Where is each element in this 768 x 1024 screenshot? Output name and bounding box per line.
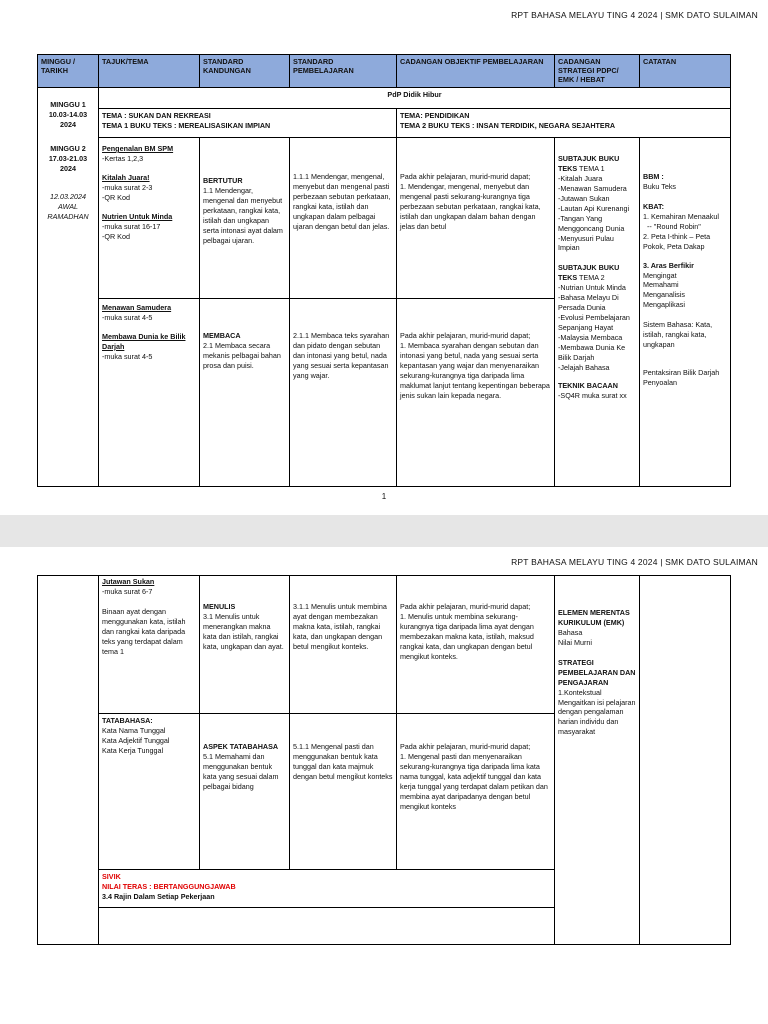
r1-obj-2: 1. Mendengar, mengenal, menyebut dan mengenal pasti sekurang-kurangnya tiga perbezaan sebutan perkataan, rangkai kata, istilah dan ungkapan dalam bahan dengan jelas dan betul [400,181,541,231]
p2-r2-tajuk-item: Kata Adjektif Tunggal [102,735,170,745]
p2-r2-sk [199,713,290,870]
strategi-sub1-item: -Lautan Api Kurenangi [558,203,630,213]
p2-r2-sk-title: ASPEK TATABAHASA [203,742,279,751]
p2-strat-text: 1.Kontekstual Mengaitkan isi pelajaran dengan pengalaman harian individu dan masyarakat [558,687,636,737]
strategi-sub2-suffix: TEMA 2 [577,273,605,283]
page-number: 1 [381,492,387,501]
p2-r1-sp-text: 3.1.1 Menulis untuk membina ayat dengan membezakan makna kata, istilah, rangkai kata, dan ungkapan dengan betul mengikut konteks. [293,602,387,651]
r1-objektif [396,137,555,299]
r1-sk-title: BERTUTUR [203,176,243,185]
p2-r2-sk-text: 5.1 Memahami dan menggunakan bentuk kata yang sesuai dalam pelbagai bidang [203,751,279,791]
r2-tajuk-2: -muka surat 4-5 [102,351,153,361]
catatan-bbm-text: Buku Teks [643,181,677,191]
week-2-date: 17.03-21.03 2024 [48,153,88,173]
p2-empty-row [98,907,555,945]
page-header: RPT BAHASA MELAYU TING 4 2024 | SMK DATO SULAIMAN [511,10,758,20]
week-2-note: 12.03.2024 AWAL RAMADHAN [47,191,89,221]
p2-r2-sp [289,713,397,870]
p2-r2-tajuk-item: Kata Nama Tunggal [102,725,166,735]
strategi-sub2-item: -Malaysia Membaca [558,332,623,342]
p2-r1-sk [199,575,290,714]
col-header-sp: STANDARD PEMBELAJARAN [289,54,397,88]
r1-tajuk-h2: Kitalah Juara! [102,172,150,182]
r2-tajuk-h2: Membawa Dunia ke Bilik Darjah [102,331,186,351]
p2-sivik: SIVIK [102,872,121,881]
p2-r1-tajuk [98,575,200,714]
catatan-aras-item: Memahami [643,280,679,290]
catatan-kbat-title: KBAT: [643,201,665,211]
strategi-sub2-item: -Bahasa Melayu Di Persada Dunia [558,293,619,313]
page-2 [0,547,768,1024]
r2-sp-text: 2.1.1 Membaca teks syarahan dan pidato dengan sebutan dan intonasi yang betul, nada yang sesuai serta kepantasan yang wajar. [293,331,390,380]
p2-r1-tajuk-h: Jutawan Sukan [102,577,155,586]
page-header-2: RPT BAHASA MELAYU TING 4 2024 | SMK DATO SULAIMAN [511,557,758,567]
r1-tajuk-h3: Nutrien Untuk Minda [102,211,173,221]
r1-tajuk-1: -Kertas 1,2,3 [102,153,144,163]
r1-sp-text: 1.1.1 Mendengar, mengenal, menyebut dan mengenal pasti perbezaan sebutan perkataan, rangkai kata, istilah dan ungkapan dalam pelbagai ujaran dengan betul dan jelas. [293,172,391,231]
p2-r1-obj-1: Pada akhir pelajaran, murid-murid dapat; [400,602,531,611]
catatan-cell [639,137,731,487]
p2-r2-obj-1: Pada akhir pelajaran, murid-murid dapat; [400,742,531,751]
r2-tajuk-h1: Menawan Samudera [102,303,172,312]
catatan-aras-title: 3. Aras Berfikir [643,260,694,270]
strategi-sub2-item: -Jelajah Bahasa [558,362,610,372]
col-header-minggu: MINGGU / TARIKH [37,54,99,88]
p2-r1-objektif [396,575,555,714]
p2-r1-tajuk-1: -muka surat 6-7 [102,586,153,596]
tema-left [98,108,397,138]
tema-left-2: TEMA 1 BUKU TEKS : MEREALISASIKAN IMPIAN [102,120,271,130]
p2-r2-tajuk-item: Kata Kerja Tunggal [102,745,164,755]
strategi-sub2-item: -Membawa Dunia Ke Bilik Darjah [558,342,626,362]
r2-sk-title: MEMBACA [203,331,241,340]
p2-r2-tajuk-h: TATABAHASA: [102,716,153,725]
p2-r1-tajuk-2: Binaan ayat dengan menggunakan kata, istilah dan rangkai kata daripada teks yang terdapat dalam tema 1 [102,606,186,656]
col-header-catatan: CATATAN [639,54,731,88]
strategi-sub2-title: SUBTAJUK BUKU TEKS [558,263,620,283]
strategi-sub1-item: -Menawan Samudera [558,183,627,193]
p2-r1-obj-2: 1. Menulis untuk membina sekurang-kurangnya tiga daripada lima ayat dengan membezakan makna kata, istilah, maksud rangkai kata, dan ungkapan dengan betul mengikut konteks. [400,611,534,661]
tema-left-1: TEMA : SUKAN DAN REKREASI [102,111,211,120]
r2-objektif [396,298,555,487]
r1-tajuk-2a: -muka surat 2-3 [102,182,153,192]
minggu-cell [37,87,99,487]
tema-right [396,108,731,138]
tema-right-2: TEMA 2 BUKU TEKS : INSAN TERDIDIK, NEGARA SEJAHTERA [400,120,616,130]
r2-sp [289,298,397,487]
catatan-sistem: Sistem Bahasa: Kata, istilah, rangkai kata, ungkapan [643,320,713,350]
catatan-kbat-item: -- "Round Robin" [643,221,701,231]
catatan-aras-item: Mengingat [643,270,677,280]
p2-sivik-cell [98,869,555,908]
r1-tajuk-3a: -muka surat 16-17 [102,221,161,231]
col-header-sk: STANDARD KANDUNGAN [199,54,290,88]
catatan-bbm-title: BBM : [643,172,664,181]
week-1-label: MINGGU 1 [50,100,86,109]
strategi-sub1-title: SUBTAJUK BUKU TEKS [558,154,620,173]
p2-strat-title: STRATEGI PEMBELAJARAN DAN PENGAJARAN [558,657,636,687]
r2-sk [199,298,290,487]
p2-r1-sk-text: 3.1 Menulis untuk menerangkan makna kata dan istilah, rangkai kata, ungkapan dan ayat. [203,611,284,651]
r1-sk [199,137,290,299]
p2-rajin: 3.4 Rajin Dalam Setiap Pekerjaan [102,891,215,901]
p2-strategi-cell [554,575,640,945]
p2-catatan-cell [639,575,731,945]
strategi-sub1-item: -Kitalah Juara [558,173,603,183]
strategi-sub2-item: -Evolusi Pembelajaran Sepanjang Hayat [558,313,630,332]
r2-sk-text: 2.1 Membaca secara mekanis pelbagai bahan prosa dan puisi. [203,340,281,370]
r1-obj-1: Pada akhir pelajaran, murid-murid dapat; [400,172,531,181]
strategi-teknik-title: TEKNIK BACAAN [558,380,618,390]
strategi-sub1-item: -Tangan Yang Menggoncang Dunia [558,213,625,233]
r2-obj-1: Pada akhir pelajaran, murid-murid dapat; [400,331,531,340]
col-header-objektif: CADANGAN OBJEKTIF PEMBELAJARAN [396,54,555,88]
week-2-label: MINGGU 2 [50,143,86,153]
p2-r1-sk-title: MENULIS [203,602,236,611]
strategi-sub1-suffix: TEMA 1 [577,163,605,173]
p2-r1-sp [289,575,397,714]
p2-emk-title: ELEMEN MERENTAS KURIKULUM (EMK) [558,608,630,627]
p2-nilai: NILAI TERAS : BERTANGGUNGJAWAB [102,881,236,891]
strategi-sub1-item: -Menyusuri Pulau Impian [558,233,614,253]
tema-right-1: TEMA: PENDIDIKAN [400,111,470,120]
catatan-penyoalan: Penyoalan [643,378,677,387]
p2-emk-item: Nilai Murni [558,637,592,647]
catatan-kbat-item: 2. Peta I-think – Peta Pokok, Peta Dakap [643,231,711,251]
p2-minggu-cell [37,575,99,945]
catatan-aras-item: Mengaplikasi [643,300,685,310]
strategi-teknik-text: -SQ4R muka surat xx [558,390,627,400]
r2-tajuk [98,298,200,487]
pdp-title: PdP Didik Hibur [98,87,731,109]
r1-sp [289,137,397,299]
p2-r2-sp-text: 5.1.1 Mengenal pasti dan menggunakan bentuk kata tunggal dan kata majmuk dengan betul mengikut konteks [293,742,393,781]
p2-r2-objektif [396,713,555,870]
r1-tajuk [98,137,200,299]
col-header-strategi: CADANGAN STRATEGI PDPC/ EMK / HEBAT [554,54,640,88]
page-gap [0,515,768,547]
r1-tajuk-h1: Pengenalan BM SPM [102,144,174,153]
week-1-date: 10.03-14.03 2024 [48,109,88,129]
strategi-cell [554,137,640,487]
r2-tajuk-1: -muka surat 4-5 [102,312,153,322]
r1-tajuk-2b: -QR Kod [102,192,130,202]
p2-r2-tajuk [98,713,200,870]
strategi-sub1-item: -Jutawan Sukan [558,193,610,203]
catatan-kbat-item: 1. Kemahiran Menaakul [643,211,719,221]
p2-r2-obj-2: 1. Mengenal pasti dan menyenaraikan sekurang-kurangnya tiga daripada lima kata nama tunggal, kata adjektif tunggal dan kata kerja tunggal yang terdapat dalam petikan dan membina ayat daripadanya dengan betul mengikut konteks [400,751,548,811]
col-header-tajuk: TAJUK/TEMA [98,54,200,88]
catatan-pentaksiran: Pentaksiran Bilik Darjah [643,368,720,378]
r2-obj-2: 1. Membaca syarahan dengan sebutan dan intonasi yang betul, nada yang sesuai serta kepantasan yang wajar dan menyenaraikan sekurang-kurangnya tiga daripada lima maklumat lanjut tentang kepentingan beberapa jenis sukan lain kepada negara. [400,340,550,400]
catatan-aras-item: Menganalisis [643,290,685,300]
r1-sk-text: 1.1 Mendengar, mengenal dan menyebut perkataan, rangkai kata, istilah dan ungkapan serta intonasi ayat dalam pelbagai ujaran. [203,185,283,245]
r1-tajuk-3b: -QR Kod [102,231,130,241]
p2-emk-item: Bahasa [558,627,583,637]
strategi-sub2-item: -Nutrian Untuk Minda [558,283,626,293]
